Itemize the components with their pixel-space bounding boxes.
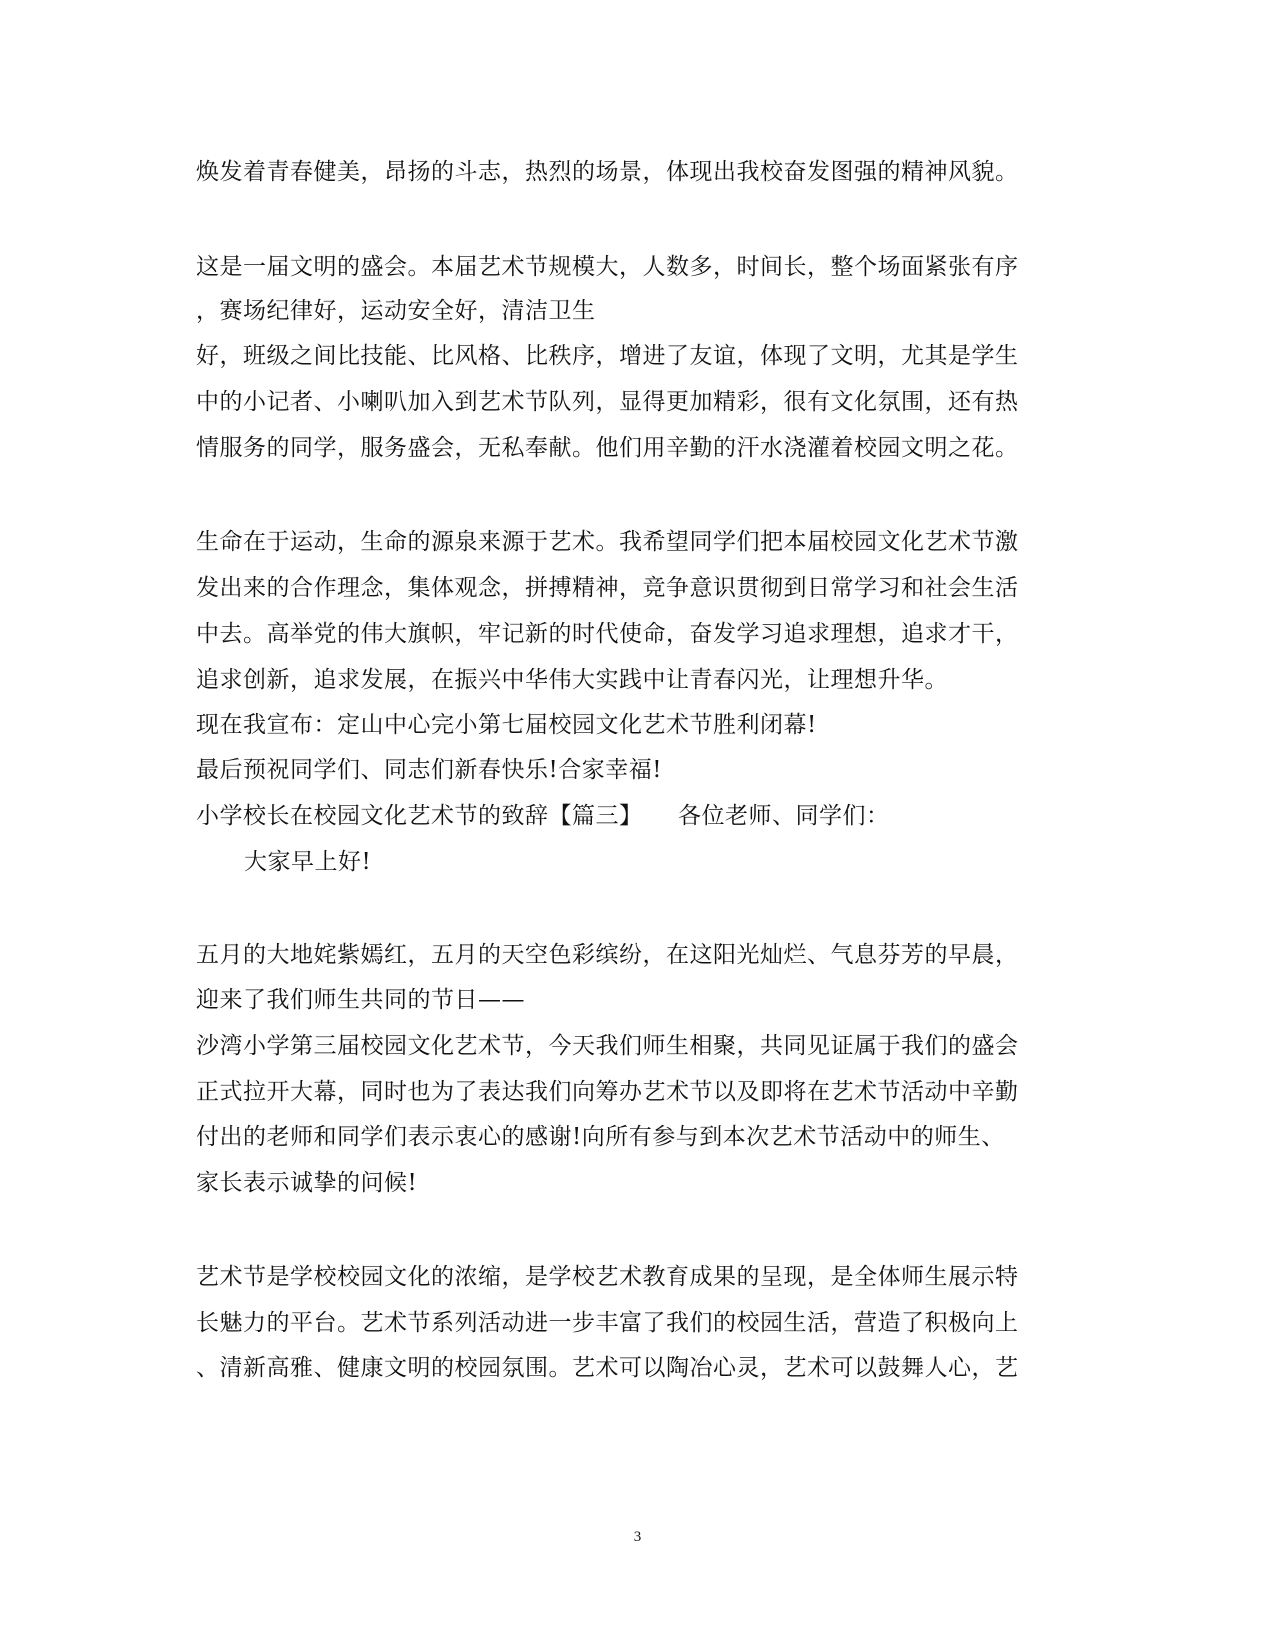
paragraph-line: 生命在于运动，生命的源泉来源于艺术。我希望同学们把本届校园文化艺术节激 [196,529,1019,555]
paragraph-line: 中去。高举党的伟大旗帜，牢记新的时代使命，奋发学习追求理想，追求才干， [196,621,1019,647]
paragraph-line: 情服务的同学，服务盛会，无私奉献。他们用辛勤的汗水浇灌着校园文明之花。 [196,435,1019,461]
paragraph-line: 发出来的合作理念，集体观念，拼搏精神，竞争意识贯彻到日常学习和社会生活 [196,575,1019,601]
paragraph-line: 追求创新，追求发展，在振兴中华伟大实践中让青春闪光，让理想升华。 [196,667,948,693]
paragraph-line: 家长表示诚挚的问候! [196,1170,418,1196]
paragraph-line: 这是一届文明的盛会。本届艺术节规模大，人数多，时间长，整个场面紧张有序 [196,254,1019,280]
paragraph-line: 付出的老师和同学们表示衷心的感谢!向所有参与到本次艺术节活动中的师生、 [196,1124,1005,1150]
paragraph-line: 艺术节是学校校园文化的浓缩，是学校艺术教育成果的呈现，是全体师生展示特 [196,1264,1019,1290]
paragraph-line: ，赛场纪律好，运动安全好，清洁卫生 [196,298,596,324]
paragraph-line: 现在我宣布：定山中心完小第七届校园文化艺术节胜利闭幕! [196,712,817,738]
paragraph-line: 长魅力的平台。艺术节系列活动进一步丰富了我们的校园生活，营造了积极向上 [196,1310,1019,1336]
page-number: 3 [633,1529,642,1545]
paragraph-line: 正式拉开大幕，同时也为了表达我们向筹办艺术节以及即将在艺术节活动中辛勤 [196,1079,1019,1105]
paragraph-line: 焕发着青春健美，昂扬的斗志，热烈的场景，体现出我校奋发图强的精神风貌。 [196,159,1019,185]
paragraph-line: 、清新高雅、健康文明的校园氛围。艺术可以陶冶心灵，艺术可以鼓舞人心，艺 [196,1355,1019,1381]
greeting-line: 大家早上好! [244,849,372,875]
paragraph-line: 中的小记者、小喇叭加入到艺术节队列，显得更加精彩，很有文化氛围，还有热 [196,389,1019,415]
section-heading-line: 小学校长在校园文化艺术节的致辞【篇三】 各位老师、同学们： [196,803,890,829]
paragraph-line: 五月的大地姹紫嫣红，五月的天空色彩缤纷，在这阳光灿烂、气息芬芳的早晨， [196,942,1019,968]
paragraph-line: 迎来了我们师生共同的节日—— [196,987,525,1013]
paragraph-line: 最后预祝同学们、同志们新春快乐!合家幸福! [196,757,662,783]
paragraph-line: 好，班级之间比技能、比风格、比秩序，增进了友谊，体现了文明，尤其是学生 [196,343,1019,369]
paragraph-line: 沙湾小学第三届校园文化艺术节，今天我们师生相聚，共同见证属于我们的盛会 [196,1033,1019,1059]
